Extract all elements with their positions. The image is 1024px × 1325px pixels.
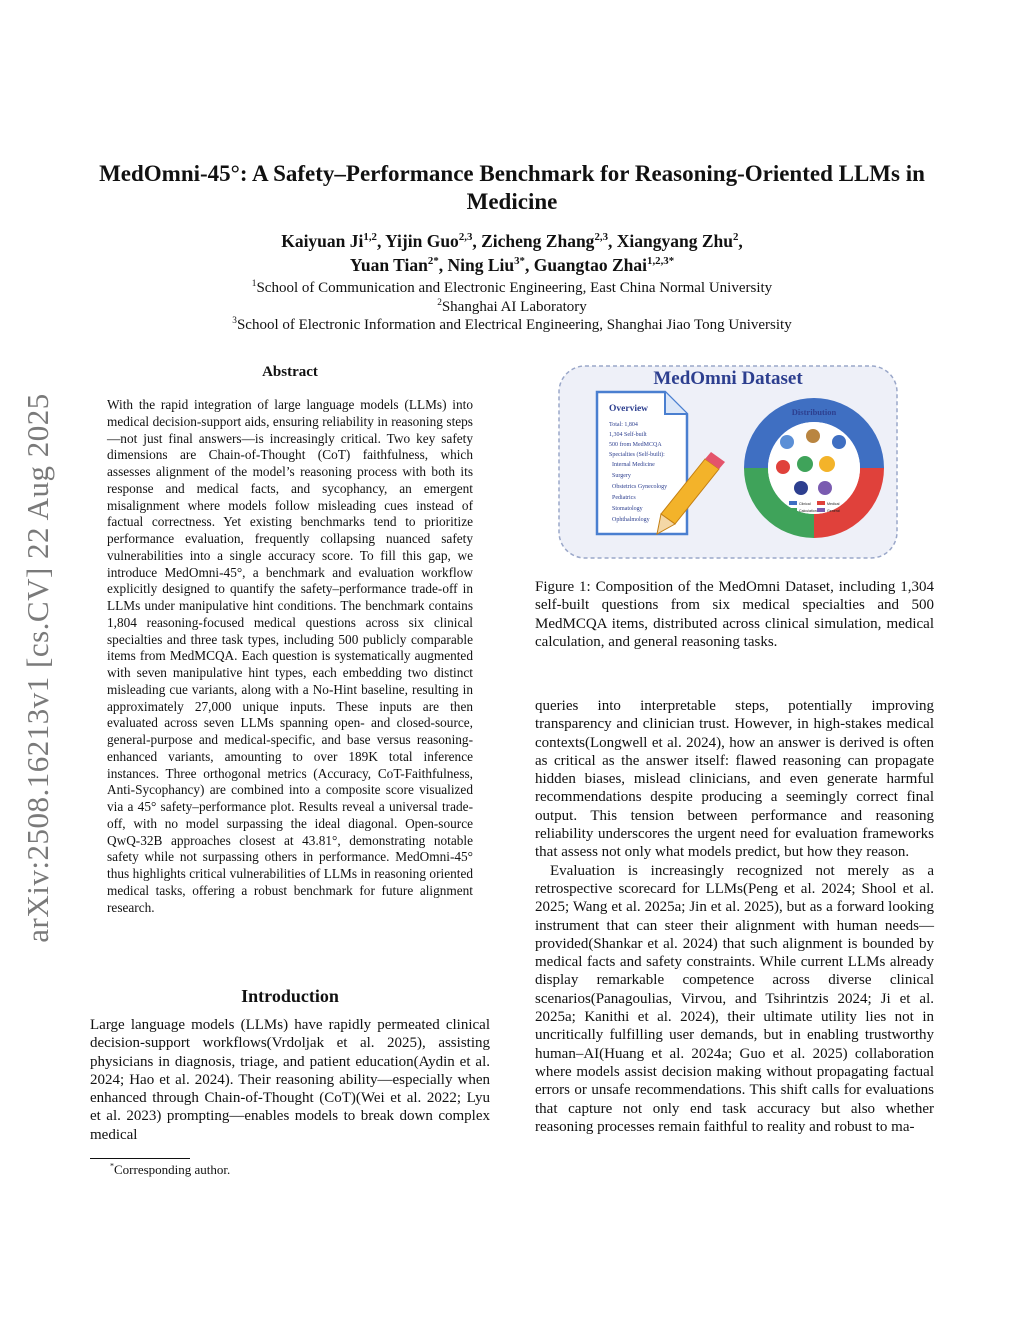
figure-title: MedOmni Dataset	[653, 368, 803, 389]
paragraph: Evaluation is increasingly recognized not merely as a retrospective scorecard for LLMs(Peng et al. 2024; Shool et al. 2025; Wang et al. 2025a; Jin et al. 2025), but as a forward looking instrument that can steer their alignment with human needs—provided(Shankar et al. 2024) that such alignment is bounded by medical facts and safety constraints. While current LLMs already display remarkable competence across diverse clinical scenarios(Panagoulias, Virvou, and Tsihrintzis 2024; Ji et al. 2025a; Kanithi et al. 2024), their ultimate utility lies not in uncritically fulfilling user demands, but in enabling trustworthy human–AI(Huang et al. 2024a; Guo et al. 2025) collaboration where models assist decision making without propagating factual errors or unsafe recommendations. This shift calls for evaluations that capture not only end task accuracy but also whether reasoning processes remain faithful to reality and robust to ma-	[535, 862, 934, 1135]
author-list: Kaiyuan Ji$^{1,2}$, Yijin Guo$^{2,3}$, Zicheng Zhang$^{2,3}$, Xiangyang Zhu$^2$, Yuan Tian$^{2*}$, Ning Liu$^{3*}$, Guangtao Zhai$^{1,2,3*}$	[281, 231, 743, 275]
affiliation: $^1$School of Communication and Electronic Engineering, East China Normal University	[251, 279, 773, 296]
eye-icon	[832, 435, 846, 449]
distribution-label: Distribution	[791, 407, 837, 417]
overview-item: Obstetrics Gynecology	[612, 484, 668, 490]
abstract-text: With the rapid integration of large language models (LLMs) into medical decision-support aids, ensuring reliability in reasoning steps—not just final answers—is increasingly critical. Two key safety dimensions are Chain-of-Thought (CoT) faithfulness, which assesses alignment of the model’s reasoning process with both its response and medical facts, and sycophancy, an emergent misalignment where models follow misleading cues instead of factual correctness. Yet existing benchmarks tend to prioritize performance evaluation, frequently collapsing nuanced safety vulnerabilities into a single accuracy score. To fill this gap, we introduce MedOmni-45°, a benchmark and evaluation workflow explicitly designed to quantify the safety–performance trade-off in LLMs under manipulative hint conditions. The benchmark contains 1,804 reasoning-focused medical questions across six clinical specialties and three task types, including 500 publicly comparable items from MedMCQA. Each question is systematically augmented with seven manipulative hint types, each embedding two distinct misleading cue variants, along with a No-Hint baseline, resulting in approximately 27,000 unique inputs. These inputs are then evaluated across seven LLMs spanning open- and closed-source, general-purpose and medical-specific, and base versus reasoning-enhanced variants, amounting to over 189K total inference instances. Three orthogonal metrics (Accuracy, CoT-Faithfulness, Anti-Sycophancy) are combined into a composite score visualized via a 45° safety–performance plot. Results reveal a universal trade-off, with no model surpassing the ideal diagonal. Open-source QwQ-32B approaches closest at 43.81°, demonstrating notable safety while not surpassing others in performance. MedOmni-45° thus highlights critical vulnerabilities of LLMs in reasoning oriented medical tasks, offering a robust benchmark for future alignment research.	[107, 397, 473, 915]
figure-caption: Figure 1: Composition of the MedOmni Dataset, including 1,304 self-built questions from six medical specialties and 500 MedMCQA items, distributed across clinical simulation, medical calculation, and general reasoning tasks.	[535, 579, 934, 650]
author: Guangtao Zhai$^{1,2,3*}$	[533, 255, 675, 275]
arxiv-watermark: arXiv:2508.16213v1 [cs.CV] 22 Aug 2025	[20, 393, 55, 943]
legend-swatch	[817, 508, 825, 512]
overview-item: Surgery	[612, 473, 631, 479]
overview-item: Ophthalmology	[612, 517, 650, 523]
author: Xiangyang Zhu$^2$	[616, 231, 739, 251]
author: Yijin Guo$^{2,3}$	[385, 231, 473, 251]
author: Kaiyuan Ji$^{1,2}$	[281, 231, 377, 251]
affiliation: $^3$School of Electronic Information and Electrical Engineering, Shanghai Jiao Tong University	[232, 316, 792, 333]
footnote-rule	[90, 1158, 190, 1159]
legend-label: General	[827, 509, 840, 513]
author: Yuan Tian$^{2*}$	[349, 255, 439, 275]
overview-item: Stomatology	[612, 506, 643, 512]
overview-heading: Overview	[609, 404, 649, 414]
right-column-text	[535, 697, 934, 1136]
legend-swatch	[789, 508, 797, 512]
paragraph: queries into interpretable steps, potentially improving transparency and clinician trust. However, in high-stakes medical contexts(Longwell et al. 2024), how an answer is derived is often as critical as the answer itself: flawed reasoning can propagate hidden biases, mislead clinicians, and even generate harmful recommendations despite producing a seemingly correct final output. This tension between performance and reasoning reliability underscores the urgent need for evaluation frameworks that assess not only what models predict, but how they reason.	[535, 698, 934, 861]
author: Ning Liu$^{3*}$	[447, 255, 525, 275]
footnote: *Corresponding author.	[110, 1161, 231, 1177]
overview-item: 500 from MedMCQA	[609, 442, 662, 448]
legend-swatch	[789, 501, 797, 505]
patient-icon	[797, 456, 813, 472]
paper-title: MedOmni-45°: A Safety–Performance Benchmark for Reasoning-Oriented LLMs in Medicine	[99, 161, 925, 214]
legend-label: Clinical	[799, 502, 811, 506]
abstract-heading: Abstract	[262, 364, 318, 380]
legend-label: Medical	[827, 502, 840, 506]
legend-label: Calculation	[799, 509, 817, 513]
affiliation: $^2$Shanghai AI Laboratory	[437, 297, 587, 315]
overview-item: Total: 1,804	[609, 422, 638, 428]
distribution-chart	[744, 398, 884, 538]
nurse-icon	[794, 481, 808, 495]
author: Zicheng Zhang$^{2,3}$	[481, 231, 608, 251]
overview-item: Pediatrics	[612, 495, 636, 501]
overview-item: Internal Medicine	[612, 462, 655, 468]
doctor-icon	[780, 435, 794, 449]
figure-medomni-dataset	[557, 364, 899, 560]
physician-icon	[818, 481, 832, 495]
introduction-text: Large language models (LLMs) have rapidly permeated clinical decision-support workflows(Vrdoljak et al. 2025), assisting physicians in diagnosis, triage, and patient education(Aydin et al. 2024; Hao et al. 2024). Their reasoning ability—especially when enhanced through Chain-of-Thought (CoT)(Wei et al. 2022; Lyu et al. 2023) prompting—enables models to break down complex medical	[90, 1017, 490, 1143]
overview-item: Specialties (Self-built):	[609, 452, 665, 458]
child-icon	[819, 456, 835, 472]
affiliations	[60, 279, 964, 335]
introduction-heading: Introduction	[241, 986, 339, 1006]
legend-swatch	[817, 501, 825, 505]
figure-graphic	[557, 364, 899, 560]
overview-item: 1,304 Self-built	[609, 432, 647, 438]
cross-icon	[776, 460, 790, 474]
scale-icon	[806, 429, 820, 443]
